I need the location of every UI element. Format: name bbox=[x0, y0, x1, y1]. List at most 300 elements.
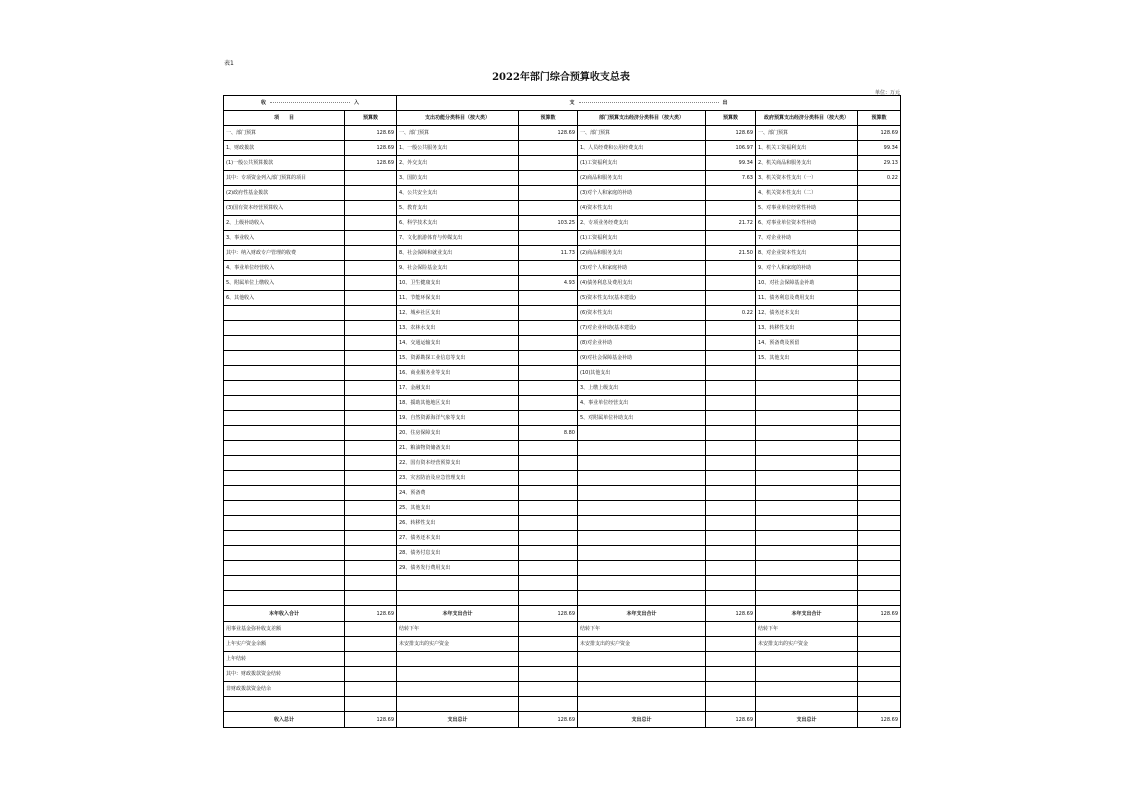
table-row bbox=[224, 321, 901, 336]
amount-cell bbox=[345, 171, 397, 186]
amount-cell bbox=[345, 652, 397, 667]
item-cell bbox=[756, 682, 858, 697]
item-cell bbox=[224, 501, 345, 516]
item-cell: 用事业基金弥补收支差额 bbox=[224, 622, 345, 637]
item-cell bbox=[224, 426, 345, 441]
amount-cell bbox=[519, 141, 578, 156]
item-cell: 本年支出合计 bbox=[578, 606, 706, 622]
amount-cell: 128.69 bbox=[706, 126, 756, 141]
amount-cell bbox=[345, 471, 397, 486]
item-cell bbox=[756, 667, 858, 682]
amount-cell bbox=[858, 306, 901, 321]
table-row bbox=[224, 622, 901, 637]
amount-cell bbox=[706, 351, 756, 366]
amount-cell bbox=[858, 291, 901, 306]
budget-summary-table bbox=[223, 95, 901, 728]
amount-cell bbox=[519, 306, 578, 321]
item-cell bbox=[756, 396, 858, 411]
amount-cell bbox=[345, 591, 397, 606]
item-cell: 未安排支出的实户资金 bbox=[397, 637, 519, 652]
table-row bbox=[224, 486, 901, 501]
amount-cell bbox=[345, 381, 397, 396]
item-cell: 结转下年 bbox=[756, 622, 858, 637]
item-cell: (1)工资福利支出 bbox=[578, 156, 706, 171]
amount-cell bbox=[858, 186, 901, 201]
amount-cell bbox=[858, 682, 901, 697]
amount-cell bbox=[345, 276, 397, 291]
item-cell: 非财政拨款资金结余 bbox=[224, 682, 345, 697]
table-row bbox=[224, 351, 901, 366]
item-cell: 收入总计 bbox=[224, 712, 345, 728]
amount-cell bbox=[345, 396, 397, 411]
amount-cell bbox=[858, 561, 901, 576]
table-row bbox=[224, 411, 901, 426]
item-cell: 15、其他支出 bbox=[756, 351, 858, 366]
table-row bbox=[224, 441, 901, 456]
amount-cell bbox=[706, 471, 756, 486]
amount-cell bbox=[345, 576, 397, 591]
amount-cell bbox=[858, 216, 901, 231]
amount-cell bbox=[706, 276, 756, 291]
amount-cell bbox=[345, 516, 397, 531]
item-cell: 1、一般公共服务支出 bbox=[397, 141, 519, 156]
item-cell bbox=[756, 501, 858, 516]
amount-cell bbox=[345, 321, 397, 336]
item-cell: 18、援助其他地区支出 bbox=[397, 396, 519, 411]
item-cell: (4)资本性支出 bbox=[578, 201, 706, 216]
item-cell: (6)资本性支出 bbox=[578, 306, 706, 321]
item-cell: 4、事业单位经营支出 bbox=[578, 396, 706, 411]
item-cell: 17、金融支出 bbox=[397, 381, 519, 396]
table-row bbox=[224, 576, 901, 591]
amount-cell: 0.22 bbox=[858, 171, 901, 186]
item-cell: 未安排支出的实户资金 bbox=[756, 637, 858, 652]
item-cell: 19、自然资源海洋气象等支出 bbox=[397, 411, 519, 426]
item-cell bbox=[224, 576, 345, 591]
amount-cell bbox=[706, 411, 756, 426]
amount-cell bbox=[519, 561, 578, 576]
item-cell: 2、机关商品和服务支出 bbox=[756, 156, 858, 171]
table-body bbox=[224, 126, 901, 728]
amount-cell bbox=[706, 321, 756, 336]
amount-cell bbox=[519, 156, 578, 171]
amount-cell bbox=[345, 682, 397, 697]
item-cell: 4、机关资本性支出（二） bbox=[756, 186, 858, 201]
item-cell: 14、预备费及预留 bbox=[756, 336, 858, 351]
table-row bbox=[224, 697, 901, 712]
item-cell: 一、部门预算 bbox=[578, 126, 706, 141]
item-cell bbox=[756, 652, 858, 667]
amount-cell bbox=[519, 546, 578, 561]
amount-cell bbox=[345, 186, 397, 201]
amount-cell bbox=[706, 426, 756, 441]
amount-cell: 21.50 bbox=[706, 246, 756, 261]
amount-cell bbox=[345, 441, 397, 456]
table-row bbox=[224, 456, 901, 471]
amount-cell bbox=[706, 652, 756, 667]
amount-cell bbox=[706, 546, 756, 561]
item-cell bbox=[578, 486, 706, 501]
item-cell bbox=[756, 546, 858, 561]
column-header: 预算数 bbox=[345, 111, 397, 126]
item-cell: 11、节能环保支出 bbox=[397, 291, 519, 306]
amount-cell bbox=[858, 652, 901, 667]
table-row bbox=[224, 561, 901, 576]
item-cell: (5)资本性支出(基本建设) bbox=[578, 291, 706, 306]
amount-cell bbox=[706, 622, 756, 637]
income-group-header bbox=[224, 96, 397, 111]
item-cell bbox=[224, 351, 345, 366]
amount-cell bbox=[519, 366, 578, 381]
table-row bbox=[224, 712, 901, 728]
column-header: 部门预算支出经济分类科目（按大类） bbox=[578, 111, 706, 126]
amount-cell bbox=[345, 426, 397, 441]
item-cell bbox=[578, 501, 706, 516]
amount-cell bbox=[345, 456, 397, 471]
amount-cell bbox=[858, 622, 901, 637]
amount-cell bbox=[858, 546, 901, 561]
item-cell bbox=[397, 682, 519, 697]
item-cell: 10、卫生健康支出 bbox=[397, 276, 519, 291]
table-row bbox=[224, 141, 901, 156]
expense-group-char-1: 支 bbox=[569, 100, 575, 106]
amount-cell bbox=[858, 667, 901, 682]
amount-cell bbox=[519, 231, 578, 246]
amount-cell bbox=[706, 486, 756, 501]
item-cell: (7)对企业补助(基本建设) bbox=[578, 321, 706, 336]
income-group-char-2: 入 bbox=[354, 100, 360, 106]
amount-cell bbox=[345, 622, 397, 637]
amount-cell bbox=[519, 381, 578, 396]
amount-cell bbox=[858, 396, 901, 411]
table-row bbox=[224, 471, 901, 486]
amount-cell bbox=[519, 456, 578, 471]
table-row bbox=[224, 231, 901, 246]
column-header: 预算数 bbox=[858, 111, 901, 126]
amount-cell bbox=[345, 667, 397, 682]
amount-cell bbox=[519, 261, 578, 276]
item-cell: 22、国有资本经营预算支出 bbox=[397, 456, 519, 471]
expense-group-header bbox=[397, 96, 901, 111]
amount-cell bbox=[519, 667, 578, 682]
amount-cell bbox=[706, 336, 756, 351]
amount-cell bbox=[858, 531, 901, 546]
amount-cell bbox=[519, 321, 578, 336]
amount-cell bbox=[706, 201, 756, 216]
table-row bbox=[224, 366, 901, 381]
item-cell: 9、对个人和家庭的补助 bbox=[756, 261, 858, 276]
amount-cell bbox=[519, 396, 578, 411]
amount-cell: 103.25 bbox=[519, 216, 578, 231]
item-cell: 12、城乡社区支出 bbox=[397, 306, 519, 321]
item-cell: 13、农林水支出 bbox=[397, 321, 519, 336]
item-cell: (3)对个人和家庭的补助 bbox=[578, 186, 706, 201]
item-cell: 6、对事业单位资本性补助 bbox=[756, 216, 858, 231]
item-cell: 7、对企业补助 bbox=[756, 231, 858, 246]
amount-cell bbox=[706, 261, 756, 276]
item-cell: 28、债务付息支出 bbox=[397, 546, 519, 561]
amount-cell bbox=[706, 576, 756, 591]
amount-cell bbox=[519, 201, 578, 216]
table-row bbox=[224, 426, 901, 441]
item-cell bbox=[756, 516, 858, 531]
item-cell bbox=[578, 667, 706, 682]
column-header: 预算数 bbox=[519, 111, 578, 126]
amount-cell bbox=[858, 697, 901, 712]
amount-cell bbox=[858, 426, 901, 441]
amount-cell bbox=[706, 231, 756, 246]
item-cell: 25、其他支出 bbox=[397, 501, 519, 516]
item-cell: (1)一般公共预算拨款 bbox=[224, 156, 345, 171]
amount-cell: 29.13 bbox=[858, 156, 901, 171]
item-cell: 8、社会保障和就业支出 bbox=[397, 246, 519, 261]
column-header: 预算数 bbox=[706, 111, 756, 126]
item-cell: 一、部门预算 bbox=[397, 126, 519, 141]
item-cell bbox=[224, 441, 345, 456]
item-cell bbox=[397, 591, 519, 606]
table-row bbox=[224, 606, 901, 622]
amount-cell bbox=[519, 576, 578, 591]
item-cell: 本年支出合计 bbox=[397, 606, 519, 622]
item-cell bbox=[224, 531, 345, 546]
item-cell bbox=[578, 682, 706, 697]
amount-cell bbox=[706, 667, 756, 682]
table-row bbox=[224, 637, 901, 652]
item-cell bbox=[756, 531, 858, 546]
table-row bbox=[224, 186, 901, 201]
item-cell bbox=[578, 531, 706, 546]
amount-cell: 7.63 bbox=[706, 171, 756, 186]
table-row bbox=[224, 591, 901, 606]
table-number-label: 表1 bbox=[224, 60, 234, 67]
item-cell bbox=[756, 591, 858, 606]
unit-label: 单位：万元 bbox=[874, 90, 900, 96]
amount-cell bbox=[706, 186, 756, 201]
amount-cell bbox=[345, 697, 397, 712]
item-cell: (1)工资福利支出 bbox=[578, 231, 706, 246]
amount-cell: 11.73 bbox=[519, 246, 578, 261]
page-title: 2022年部门综合预算收支总表 bbox=[492, 72, 630, 83]
item-cell: 26、转移性支出 bbox=[397, 516, 519, 531]
item-cell bbox=[397, 576, 519, 591]
item-cell bbox=[224, 546, 345, 561]
amount-cell: 128.69 bbox=[858, 712, 901, 728]
amount-cell: 0.22 bbox=[706, 306, 756, 321]
amount-cell bbox=[858, 591, 901, 606]
amount-cell bbox=[519, 697, 578, 712]
item-cell: 29、债务发行费用支出 bbox=[397, 561, 519, 576]
item-cell: 15、资源勘探工业信息等支出 bbox=[397, 351, 519, 366]
item-cell bbox=[756, 697, 858, 712]
item-cell: 23、灾害防治及应急管理支出 bbox=[397, 471, 519, 486]
amount-cell bbox=[345, 261, 397, 276]
amount-cell bbox=[519, 637, 578, 652]
item-cell: 2、外交支出 bbox=[397, 156, 519, 171]
item-cell: 5、附属单位上缴收入 bbox=[224, 276, 345, 291]
item-cell: 6、科学技术支出 bbox=[397, 216, 519, 231]
item-cell bbox=[578, 591, 706, 606]
item-cell bbox=[756, 561, 858, 576]
amount-cell bbox=[519, 171, 578, 186]
item-cell: 其中：财政拨款资金结转 bbox=[224, 667, 345, 682]
item-cell bbox=[578, 652, 706, 667]
amount-cell bbox=[706, 531, 756, 546]
amount-cell: 128.69 bbox=[345, 126, 397, 141]
amount-cell bbox=[706, 516, 756, 531]
amount-cell bbox=[519, 336, 578, 351]
item-cell: 6、其他收入 bbox=[224, 291, 345, 306]
amount-cell bbox=[345, 291, 397, 306]
item-cell bbox=[224, 411, 345, 426]
item-cell bbox=[756, 441, 858, 456]
amount-cell bbox=[858, 336, 901, 351]
amount-cell bbox=[345, 306, 397, 321]
amount-cell bbox=[706, 396, 756, 411]
table-row bbox=[224, 156, 901, 171]
table-row bbox=[224, 682, 901, 697]
amount-cell: 128.69 bbox=[519, 126, 578, 141]
table-row bbox=[224, 501, 901, 516]
amount-cell bbox=[858, 351, 901, 366]
amount-cell bbox=[706, 591, 756, 606]
item-cell: 4、公共安全支出 bbox=[397, 186, 519, 201]
item-cell bbox=[756, 471, 858, 486]
amount-cell bbox=[706, 697, 756, 712]
item-cell: 1、机关工资福利支出 bbox=[756, 141, 858, 156]
amount-cell: 128.69 bbox=[706, 606, 756, 622]
amount-cell bbox=[519, 652, 578, 667]
amount-cell bbox=[519, 501, 578, 516]
item-cell: 上年实户资金余额 bbox=[224, 637, 345, 652]
amount-cell: 128.69 bbox=[706, 712, 756, 728]
item-cell: 3、事业收入 bbox=[224, 231, 345, 246]
table-row bbox=[224, 276, 901, 291]
amount-cell bbox=[858, 231, 901, 246]
item-cell: (9)对社会保障基金补助 bbox=[578, 351, 706, 366]
table-row bbox=[224, 396, 901, 411]
table-row bbox=[224, 652, 901, 667]
item-cell: 本年收入合计 bbox=[224, 606, 345, 622]
item-cell bbox=[224, 306, 345, 321]
item-cell: 8、对企业资本性支出 bbox=[756, 246, 858, 261]
item-cell: (2)商品和服务支出 bbox=[578, 171, 706, 186]
amount-cell bbox=[858, 441, 901, 456]
item-cell: 支出总计 bbox=[756, 712, 858, 728]
amount-cell bbox=[706, 441, 756, 456]
item-cell: 5、教育支出 bbox=[397, 201, 519, 216]
item-cell bbox=[224, 336, 345, 351]
amount-cell bbox=[706, 561, 756, 576]
item-cell: 4、事业单位经营收入 bbox=[224, 261, 345, 276]
amount-cell bbox=[519, 351, 578, 366]
amount-cell bbox=[345, 531, 397, 546]
amount-cell: 99.34 bbox=[858, 141, 901, 156]
amount-cell: 4.93 bbox=[519, 276, 578, 291]
item-cell: (3)国有资本经营预算收入 bbox=[224, 201, 345, 216]
item-cell: (2)政府性基金拨款 bbox=[224, 186, 345, 201]
amount-cell: 128.69 bbox=[345, 141, 397, 156]
amount-cell bbox=[345, 486, 397, 501]
item-cell: (10)其他支出 bbox=[578, 366, 706, 381]
table-row bbox=[224, 291, 901, 306]
item-cell: 1、财政拨款 bbox=[224, 141, 345, 156]
amount-cell bbox=[519, 682, 578, 697]
amount-cell bbox=[345, 201, 397, 216]
amount-cell bbox=[519, 186, 578, 201]
item-cell: 5、对事业单位经常性补助 bbox=[756, 201, 858, 216]
amount-cell bbox=[345, 246, 397, 261]
income-group-char-1: 收 bbox=[260, 100, 266, 106]
item-cell: 一、部门预算 bbox=[224, 126, 345, 141]
amount-cell bbox=[706, 381, 756, 396]
amount-cell bbox=[706, 501, 756, 516]
amount-cell bbox=[858, 411, 901, 426]
table-row bbox=[224, 126, 901, 141]
amount-cell bbox=[858, 501, 901, 516]
item-cell bbox=[578, 546, 706, 561]
item-cell: 上年结转 bbox=[224, 652, 345, 667]
expense-group-char-2: 出 bbox=[722, 100, 728, 106]
item-cell: 未安排支出的实户资金 bbox=[578, 637, 706, 652]
item-cell: 13、转移性支出 bbox=[756, 321, 858, 336]
amount-cell bbox=[519, 441, 578, 456]
table-row bbox=[224, 667, 901, 682]
amount-cell bbox=[345, 411, 397, 426]
item-cell bbox=[578, 426, 706, 441]
item-cell: 其中：纳入财政专户管理的收费 bbox=[224, 246, 345, 261]
amount-cell: 128.69 bbox=[345, 712, 397, 728]
amount-cell bbox=[519, 622, 578, 637]
item-cell: 结转下年 bbox=[578, 622, 706, 637]
item-cell bbox=[756, 381, 858, 396]
item-cell: 2、上级补助收入 bbox=[224, 216, 345, 231]
amount-cell: 128.69 bbox=[519, 606, 578, 622]
table-row bbox=[224, 546, 901, 561]
column-header-row bbox=[224, 111, 901, 126]
item-cell: (2)商品和服务支出 bbox=[578, 246, 706, 261]
amount-cell bbox=[519, 486, 578, 501]
amount-cell bbox=[519, 531, 578, 546]
amount-cell bbox=[858, 261, 901, 276]
table-row bbox=[224, 201, 901, 216]
item-cell: (4)债务利息及费用支出 bbox=[578, 276, 706, 291]
amount-cell bbox=[858, 471, 901, 486]
table-row bbox=[224, 531, 901, 546]
amount-cell bbox=[858, 637, 901, 652]
item-cell: (8)对企业补助 bbox=[578, 336, 706, 351]
item-cell: 16、商业服务业等支出 bbox=[397, 366, 519, 381]
item-cell bbox=[756, 576, 858, 591]
amount-cell bbox=[345, 637, 397, 652]
amount-cell bbox=[345, 231, 397, 246]
table-row bbox=[224, 246, 901, 261]
amount-cell bbox=[706, 456, 756, 471]
amount-cell bbox=[706, 682, 756, 697]
amount-cell bbox=[345, 501, 397, 516]
item-cell: 14、交通运输支出 bbox=[397, 336, 519, 351]
item-cell bbox=[756, 456, 858, 471]
item-cell: 10、对社会保障基金补助 bbox=[756, 276, 858, 291]
item-cell bbox=[756, 366, 858, 381]
item-cell: 1、人员经费和公用经费支出 bbox=[578, 141, 706, 156]
amount-cell bbox=[706, 291, 756, 306]
item-cell bbox=[224, 561, 345, 576]
item-cell bbox=[578, 697, 706, 712]
item-cell bbox=[224, 396, 345, 411]
item-cell bbox=[224, 381, 345, 396]
amount-cell bbox=[519, 291, 578, 306]
item-cell: 支出总计 bbox=[578, 712, 706, 728]
